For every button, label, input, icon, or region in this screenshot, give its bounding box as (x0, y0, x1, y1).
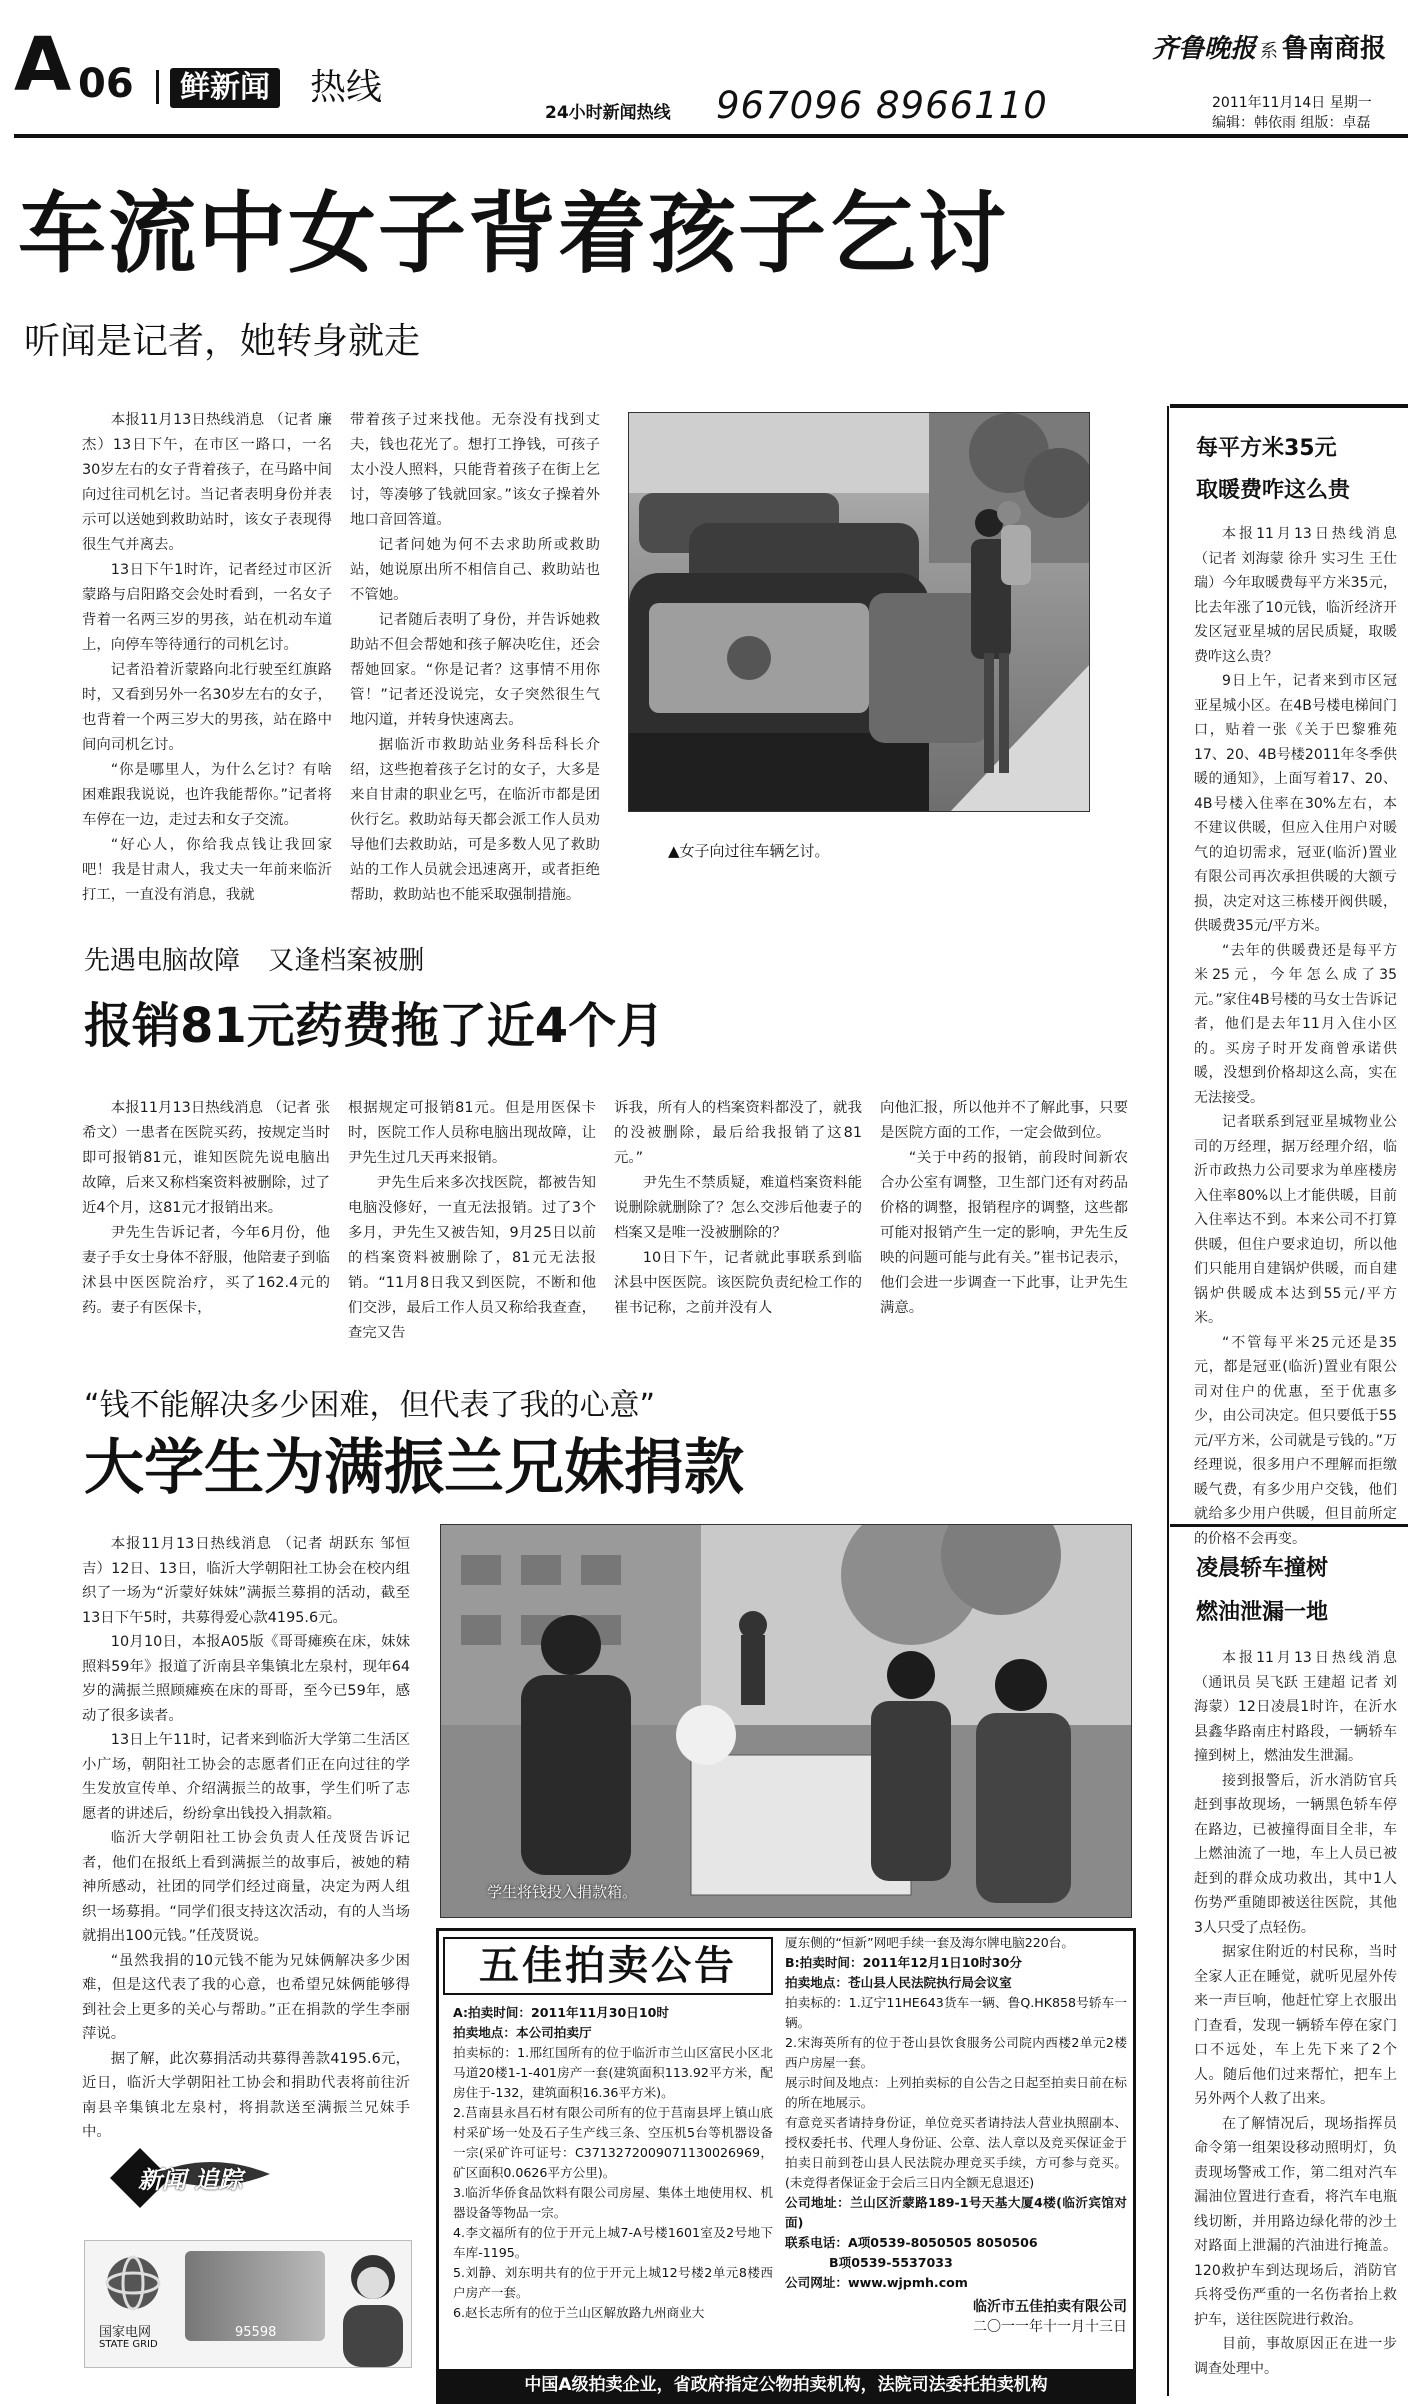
article2-col2-p2: 尹先生后来多次找医院，都被告知电脑没修好，一直无法报销。过了3个多月，尹先生又被告知，9月25日以前的档案资料被删除了，81元无法报销。“11月8日我又到医院，不断和他们交涉，最后工作人员又称给我查查，查完又告 (348, 1175, 596, 1341)
hotline-label: 24小时新闻热线 (545, 103, 671, 123)
service-woman-portrait (333, 2243, 411, 2367)
brand-logo (1152, 28, 1386, 65)
issue-date: 2011年11月14日 星期一 (1212, 95, 1372, 111)
sidebar-story1-title-line2: 取暖费咋这么贵 (1196, 478, 1351, 503)
masthead-rule (14, 134, 1408, 138)
article3-p6: 据了解，此次募捐活动共募得善款4195.6元，近日，临沂大学朝阳社工协会和捐助代表将前往沂南县辛集镇北左泉村，将捐款送至满振兰兄妹手中。 (82, 2050, 410, 2140)
section-label: 热线 (310, 67, 383, 108)
brand-lunan: 鲁南商报 (1282, 34, 1387, 64)
sidebar-divider (1167, 406, 1169, 2396)
article2-col4-p1: 向他汇报，所以他并不了解此事，只要是医院方面的工作，一定会做到位。 (880, 1100, 1128, 1141)
ad-right-line-11: 公司网址：www.wjpmh.com (785, 2275, 968, 2290)
ad-left-line-7: 5.刘静、刘东明共有的位于开元上城12号楼2单元8楼西户房产一套。 (453, 2265, 773, 2300)
news-followup-logo (100, 2138, 280, 2210)
article3-quote-kicker: “钱不能解决多少困难，但代表了我的心意” (84, 1388, 656, 1423)
ad-right-line-5: 2.宋海英所有的位于苍山县饮食服务公司院内西楼2单元2楼西户房屋一套。 (785, 2035, 1127, 2070)
article2-col4-p2: “关于中药的报销，前段时间新农合办公室有调整，卫生部门还有对药品价格的调整，报销程序的调整，这些都可能对报销产生一定的影响，尹先生反映的问题可能与此有关。”崔书记表示，他们会进一步调查一下此事，让尹先生满意。 (880, 1150, 1128, 1316)
article2-col1-p1: 本报11月13日热线消息 （记者 张希文）一患者在医院买药，按规定当时即可报销81元，谁知医院先说电脑出故障，后来又称档案资料被删除，过了近4个月，这81元才报销出来。 (82, 1100, 330, 1216)
lead-subheadline: 听闻是记者，她转身就走 (24, 321, 421, 362)
auction-ad-bottom-banner: 中国A级拍卖企业，省政府指定公物拍卖机构，法院司法委托拍卖机构 (439, 2369, 1133, 2401)
donation-scene-illustration (441, 1525, 1132, 1918)
side2-p2: 接到报警后，沂水消防官兵赶到事故现场，一辆黑色轿车停在路边，已被撞得面目全非，车上燃油流了一地，车上人员已被赶到的群众成功救出，其中1人伤势严重随即被送往医院，其他3人只受了点轻伤。 (1194, 1772, 1397, 1936)
article2-col3-p3: 10日下午，记者就此事联系到临沭县中医医院。该医院负责纪检工作的崔书记称，之前并没有人 (614, 1250, 862, 1316)
page-editors: 编辑：韩依雨 组版：卓磊 (1212, 115, 1371, 131)
article2-column-3 (614, 1096, 862, 1321)
ad-left-line-4: 2.莒南县永昌石材有限公司所有的位于莒南县坪上镇山底村采矿场一处及石子生产线三条、空压机5台等机器设备一宗(采矿许可证号：C3713272009071130026969，矿区面积0.0626平方公里)。 (453, 2105, 773, 2180)
sidebar-story1-body (1194, 522, 1397, 1551)
lead-col1-p3: 记者沿着沂蒙路向北行驶至红旗路时，又看到另外一名30岁左右的女子，也背着一个两三岁大的男孩，站在路中间向司机乞讨。 (82, 662, 332, 753)
side2-p1: 本报11月13日热线消息 （通讯员 吴飞跃 王建超 记者 刘海蒙）12日凌晨1时许，在沂水县鑫华路南庄村路段，一辆轿车撞到树上，燃油发生泄漏。 (1194, 1650, 1397, 1764)
sidebar-title-bar (1170, 404, 1408, 408)
lead-col1-p5: “好心人，你给我点钱让我回家吧！我是甘肃人，我丈夫一年前来临沂打工，一直没有消息，我就 (82, 837, 332, 903)
hotline-numbers: 967096 8966110 (716, 84, 1048, 127)
auction-ad-left-column (453, 2003, 773, 2323)
auction-ad (436, 1928, 1136, 2404)
brand-xi: 系 (1260, 41, 1279, 62)
lead-col2-p1: 带着孩子过来找他。无奈没有找到丈夫，钱也花光了。想打工挣钱，可孩子太小没人照料，只能背着孩子在街上乞讨，等凑够了钱就回家。”该女子操着外地口音回答道。 (350, 412, 600, 528)
article2-column-2 (348, 1096, 596, 1346)
article3-column (82, 1532, 410, 2145)
state-grid-ad (84, 2240, 412, 2368)
side1-p2: 9日上午，记者来到市区冠亚星城小区。在4B号楼电梯间门口，贴着一张《关于巴黎雅苑17、20、4B号楼2011年冬季供暖的通知》，上面写着17、20、4B号楼入住率在30%左右，本不建议供暖，但应入住用户对暖气的迫切需求，冠亚(临沂)置业有限公司再次承担供暖的大额亏损，决定对这三栋楼开阀供暖，供暖费35元/平方米。 (1194, 673, 1397, 934)
sidebar-story2-title-line1: 凌晨轿车撞树 (1196, 1556, 1329, 1581)
lead-col2-p3: 记者随后表明了身份，并告诉她救助站不但会帮她和孩子解决吃住，还会帮她回家。“你是记者？这事情不用你管！”记者还没说完，女子突然很生气地闪道，并转身快速离去。 (350, 612, 600, 728)
ad-left-line-6: 4.李文福所有的位于开元上城7-A号楼1601室及2号地下车库-1195。 (453, 2225, 773, 2260)
ad-right-line-13: 二〇一一年十一月十三日 (973, 2319, 1127, 2335)
article3-p5: “虽然我捐的10元钱不能为兄妹俩解决多少困难，但是这代表了我的心意，也希望兄妹俩能够得到社会上更多的关心与帮助。”正在捐款的学生李丽萍说。 (82, 1952, 410, 2042)
article3-photo-donation (440, 1524, 1132, 1918)
article3-p3: 13日上午11时，记者来到临沂大学第二生活区小广场，朝阳社工协会的志愿者们正在向过往的学生发放宣传单、介绍满振兰的故事，学生们听了志愿者的讲述后，纷纷拿出钱投入捐款箱。 (82, 1732, 410, 1822)
article3-p1: 本报11月13日热线消息 （记者 胡跃东 邹恒吉）12日、13日，临沂大学朝阳社工协会在校内组织了一场为“沂蒙好妹妹”满振兰募捐的活动，截至13日下午5时，共募得爱心款4195.6元。 (82, 1536, 410, 1626)
ad-right-line-8: 公司地址：兰山区沂蒙路189-1号天基大厦4楼(临沂宾馆对面) (785, 2195, 1127, 2230)
side2-p4: 在了解情况后，现场指挥员命令第一组架设移动照明灯，负责现场警戒工作，第二组对汽车漏油位置进行查看，将汽车电瓶线切断，并用路边绿化带的沙土对路面上泄漏的汽油进行掩盖。120救护车到达现场后，消防官兵将受伤严重的一名伤者抬上救护车，送往医院进行救治。 (1194, 2115, 1397, 2328)
ad-left-line-3: 拍卖标的：1.邢红国所有的位于临沂市兰山区富民小区北马道20楼1-1-401房产一套(建筑面积113.92平方米，配房住于-132，建筑面积16.36平方米)。 (453, 2045, 773, 2100)
ad-right-line-1: 厦东侧的“恒新”网吧手续一套及海尔牌电脑220台。 (785, 1935, 1074, 1950)
article3-p2: 10月10日，本报A05版《哥哥瘫痪在床，妹妹照料59年》报道了沂南县辛集镇北左泉村，现年64岁的满振兰照顾瘫痪在床的哥哥，至今已59年，感动了很多读者。 (82, 1634, 410, 1724)
article2-column-4 (880, 1096, 1128, 1321)
brand-qilu: 齐鲁晚报 (1152, 34, 1257, 64)
side1-p3: “去年的供暖费还是每平方米25元，今年怎么成了35元。”家住4B号楼的马女士告诉记者，他们是去年11月入住小区的。买房子时开发商曾承诺供暖，没想到价格却这么高，实在无法接受。 (1194, 942, 1397, 1106)
article2-headline: 报销81元药费拖了近4个月 (84, 998, 665, 1054)
ad-right-line-3: 拍卖地点：苍山县人民法院执行局会议室 (785, 1975, 1012, 1990)
ad-right-line-6: 展示时间及地点：上列拍卖标的自公告之日起至拍卖日前在标的所在地展示。 (785, 2075, 1127, 2110)
auction-ad-title: 五佳拍卖公告 (443, 1937, 773, 1995)
ad-right-line-2: B:拍卖时间：2011年12月1日10时30分 (785, 1955, 1022, 1970)
article2-col3-p1: 诉我，所有人的档案资料都没了，就我的没被删除，最后给我报销了这81元。” (614, 1100, 862, 1166)
lead-photo-traffic-beggar (628, 412, 1090, 812)
lead-col2-p4: 据临沂市救助站业务科岳科长介绍，这些抱着孩子乞讨的女子，大多是来自甘肃的职业乞丐，在临沂市都是团伙行乞。救助站每天都会派工作人员劝导他们去救助站，可是多数人见了救助站的工作人员就会迅速离开，或者拒绝帮助，救助站也不能采取强制措施。 (350, 737, 600, 903)
section-badge: 鲜新闻 (170, 68, 280, 108)
article3-headline: 大学生为满振兰兄妹捐款 (84, 1433, 744, 1503)
masthead-divider-vertical (156, 70, 159, 104)
news-followup-logo-text: 新闻 追踪 (138, 2166, 243, 2194)
article3-p4: 临沂大学朝阳社工协会负责人任茂贤告诉记者，他们在报纸上看到满振兰的故事后，被她的精神所感动，社团的同学们经过商量，决定为两人组织一场募捐。“同学们很支持这次活动，有的人当场就捐出100元钱。”任茂贤说。 (82, 1830, 410, 1944)
auction-ad-right-column (785, 1933, 1127, 2337)
state-grid-name: 国家电网 (99, 2325, 152, 2340)
ad-right-line-12: 临沂市五佳拍卖有限公司 (973, 2299, 1127, 2315)
side1-p5: “不管每平米25元还是35元，都是冠亚(临沂)置业有限公司对住户的优惠，至于优惠多少，由公司决定。但只要低于55元/平方米，公司就是亏钱的。”万经理说，很多用户不理解而拒缴暖气费，有多少用户交钱，他们就给多少用户供暖，但目前所定的价格不会再变。 (1194, 1334, 1397, 1547)
ad-right-line-9: 联系电话：A项0539-8050505 8050506 (785, 2235, 1038, 2250)
sidebar-story1-title-line1: 每平方米35元 (1196, 436, 1337, 461)
ad-right-line-7: 有意竞买者请持身份证，单位竞买者请持法人营业执照副本、授权委托书、代理人身份证、公章、法人章以及竞买保证金于拍卖日前到苍山县人民法院办理竞买手续，方可参与竞买。(未竞得者保证金于会后三日内全额无息退还) (785, 2115, 1127, 2190)
article3-photo-caption: 学生将钱投入捐款箱。 (487, 1883, 638, 1901)
lead-col2-p2: 记者问她为何不去求助所或救助站，她说原出所不相信自己、救助站也不管她。 (350, 537, 600, 603)
lead-photo-caption: ▲女子向过往车辆乞讨。 (668, 842, 830, 860)
state-grid-phone: 95598 (235, 2325, 277, 2340)
traffic-scene-illustration (629, 413, 1090, 812)
page-letter: A (14, 22, 72, 108)
sidebar-separator (1170, 1524, 1408, 1527)
article2-col3-p2: 尹先生不禁质疑，难道档案资料能说删除就删除了？怎么交涉后他妻子的档案又是唯一没被删除的？ (614, 1175, 862, 1241)
side2-p3: 据家住附近的村民称，当时全家人正在睡觉，就听见屋外传来一声巨响，他赶忙穿上衣服出门查看，发现一辆轿车停在家门口不远处，车上先下来了2个人。随后他们过来帮忙，把车上另外两个人救了出来。 (1194, 1944, 1397, 2107)
ad-right-line-10: B项0539-5537033 (829, 2255, 953, 2270)
lead-col1-p1: 本报11月13日热线消息 （记者 廉杰）13日下午，在市区一路口，一名30岁左右的女子背着孩子，在马路中间向过往司机乞讨。当记者表明身份并表示可以送她到救助站时，该女子表现得很生气并离去。 (82, 412, 332, 553)
article2-column-1 (82, 1096, 330, 1321)
sidebar-story2-body (1194, 1646, 1397, 2381)
article2-col1-p2: 尹先生告诉记者，今年6月份，他妻子手女士身体不舒服，他陪妻子到临沭县中医医院治疗，买了162.4元的药。妻子有医保卡， (82, 1225, 330, 1316)
lead-column-1 (82, 408, 332, 908)
ad-left-line-2: 拍卖地点：本公司拍卖厅 (453, 2025, 592, 2040)
ad-right-line-4: 拍卖标的：1.辽宁11HE643货车一辆、鲁Q.HK858号轿车一辆。 (785, 1995, 1127, 2030)
sidebar-story2-title-line2: 燃油泄漏一地 (1196, 1600, 1329, 1625)
side1-p4: 记者联系到冠亚星城物业公司的万经理，据万经理介绍，临沂市政热力公司要求为单座楼房入住率80%以上才能供暖，目前入住率达不到。本来公司不打算供暖，但住户要求迫切，所以他们只能用自建锅炉供暖，而自建锅炉供暖成本达到55元/平方米。 (1194, 1114, 1397, 1326)
ad-left-line-8: 6.赵长志所有的位于兰山区解放路九州商业大 (453, 2305, 705, 2320)
lead-col1-p2: 13日下午1时许，记者经过市区沂蒙路与启阳路交会处时看到，一名女子背着一名两三岁的男孩，站在机动车道上，向停车等待通行的司机乞讨。 (82, 562, 332, 653)
state-grid-english: STATE GRID (99, 2339, 158, 2350)
lead-col1-p4: “你是哪里人，为什么乞讨？有啥困难跟我说说，也许我能帮你。”记者将车停在一边，走过去和女子交流。 (82, 762, 332, 828)
ad-left-line-5: 3.临沂华侨食品饮料有限公司房屋、集体土地使用权、机器设备等物品一宗。 (453, 2185, 773, 2220)
lead-column-2 (350, 408, 600, 908)
side1-p1: 本报11月13日热线消息 （记者 刘海蒙 徐升 实习生 王仕瑞）今年取暖费每平方米35元，比去年涨了10元钱，临沂经济开发区冠亚星城的居民质疑，取暖费咋这么贵？ (1194, 526, 1397, 665)
state-grid-globe-icon (105, 2255, 161, 2311)
lead-headline: 车流中女子背着孩子乞讨 (18, 182, 1009, 285)
article2-kicker: 先遇电脑故障 又逢档案被删 (84, 946, 425, 976)
article2-col2-p1: 根据规定可报销81元。但是用医保卡时，医院工作人员称电脑出现故障，让尹先生过几天再来报销。 (348, 1100, 596, 1166)
side2-p5: 目前，事故原因正在进一步调查处理中。 (1194, 2336, 1397, 2377)
page-number: 06 (78, 61, 134, 107)
ad-left-line-1: A:拍卖时间：2011年11月30日10时 (453, 2005, 669, 2020)
